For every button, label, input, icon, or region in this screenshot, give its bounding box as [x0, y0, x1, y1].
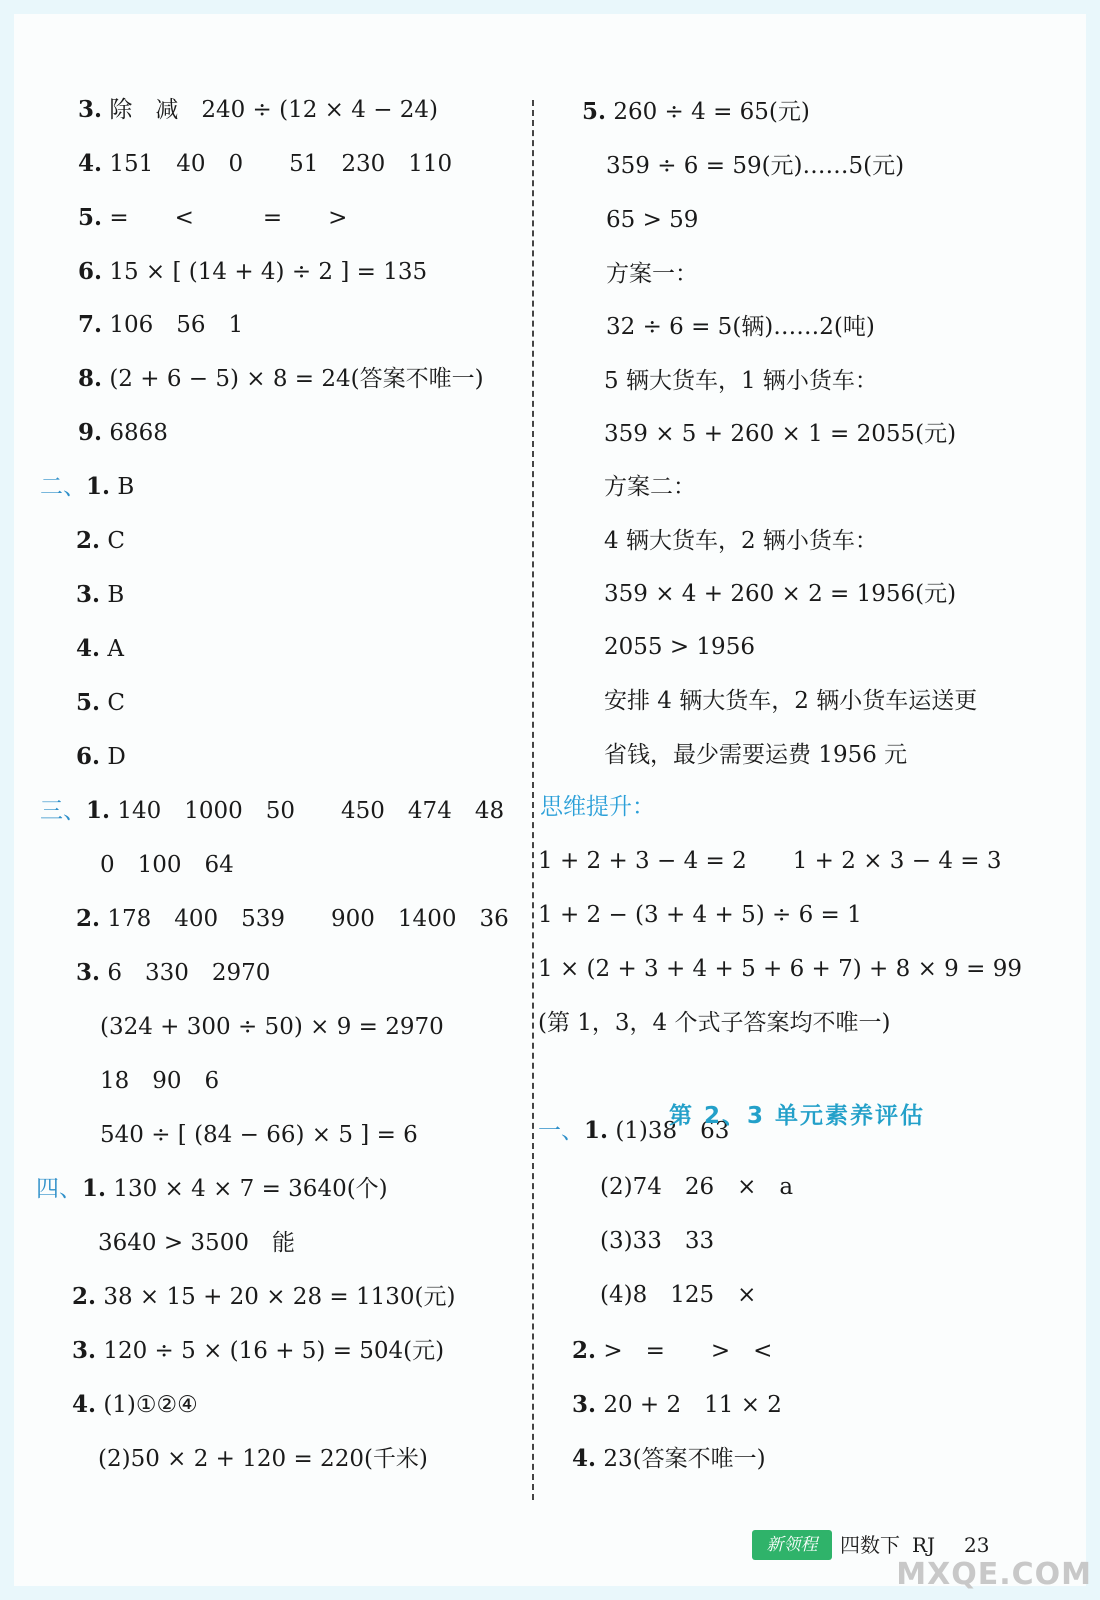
- item-number: 1.: [86, 473, 111, 500]
- answer-text: 省钱，最少需要运费 1956 元: [604, 742, 908, 768]
- answer-text: 3640 > 3500 能: [98, 1230, 295, 1256]
- answer-text: 65 > 59: [606, 207, 699, 233]
- answer-text: 20 + 2 11 × 2: [603, 1392, 782, 1418]
- answer-line: [72, 1390, 198, 1420]
- answer-text: 120 ÷ 5 × (16 + 5) = 504(元): [103, 1338, 445, 1364]
- answer-text: 359 × 5 + 260 × 1 = 2055(元): [604, 421, 957, 447]
- answer-text: 359 ÷ 6 = 59(元)……5(元): [606, 153, 905, 179]
- answer-line: [100, 1012, 444, 1042]
- answer-line: [98, 1444, 428, 1474]
- answer-text: 2055 > 1956: [604, 634, 755, 660]
- item-number: 1.: [584, 1117, 609, 1144]
- answer-text: (第 1，3，4 个式子答案均不唯一): [538, 1010, 891, 1036]
- answer-line: [582, 97, 810, 127]
- answer-text: C: [107, 528, 125, 554]
- answer-text: 方案一：: [606, 261, 698, 287]
- answer-text: 178 400 539 900 1400 36: [107, 906, 509, 932]
- answer-text: (1)38 63: [615, 1118, 730, 1144]
- answer-line: [76, 580, 124, 610]
- answer-text: 5 辆大货车，1 辆小货车：: [604, 368, 878, 394]
- column-divider: [532, 100, 534, 1500]
- answer-line: [76, 526, 125, 556]
- answer-line: [78, 203, 347, 233]
- heading-text: 思维提升：: [540, 794, 655, 820]
- answer-line: [40, 796, 504, 826]
- answer-line: [572, 1390, 782, 1420]
- item-number: 4.: [78, 150, 103, 177]
- watermark: MXQE.COM: [896, 1557, 1092, 1592]
- answer-line: [604, 366, 878, 396]
- item-number: 9.: [78, 419, 103, 446]
- item-number: 4.: [72, 1391, 97, 1418]
- answer-text: (2 + 6 − 5) × 8 = 24(答案不唯一): [109, 366, 484, 392]
- page-number: 23: [964, 1533, 990, 1557]
- grade-label: 四数下: [840, 1533, 900, 1557]
- item-number: 4.: [572, 1445, 597, 1472]
- item-number: 3.: [76, 581, 101, 608]
- answer-line: [100, 850, 234, 880]
- answer-text: > = > <: [603, 1338, 773, 1364]
- answer-text: (3)33 33: [600, 1228, 715, 1254]
- answer-text: 140 1000 50 450 474 48: [117, 798, 505, 824]
- answer-text: 15 × [ (14 + 4) ÷ 2 ] = 135: [109, 259, 428, 285]
- answer-line: [78, 257, 427, 287]
- answer-text: 260 ÷ 4 = 65(元): [613, 99, 810, 125]
- answer-line: [604, 419, 956, 449]
- answer-line: [600, 1172, 793, 1202]
- answer-line: [78, 364, 484, 394]
- answer-line: [538, 846, 1001, 876]
- answer-text: D: [107, 744, 126, 770]
- item-number: 2.: [572, 1337, 597, 1364]
- item-number: 6.: [76, 743, 101, 770]
- item-number: 2.: [72, 1283, 97, 1310]
- answer-line: [606, 259, 698, 289]
- answer-line: [72, 1336, 444, 1366]
- item-number: 3.: [72, 1337, 97, 1364]
- answer-line: [604, 472, 696, 502]
- section-marker: 一、: [538, 1118, 584, 1144]
- answer-text: 1 × (2 + 3 + 4 + 5 + 6 + 7) + 8 × 9 = 99: [538, 956, 1022, 982]
- answer-line: [76, 904, 509, 934]
- answer-line: [572, 1444, 766, 1474]
- answer-text: 359 × 4 + 260 × 2 = 1956(元): [604, 581, 957, 607]
- item-number: 4.: [76, 635, 101, 662]
- answer-text: (4)8 125 ×: [600, 1282, 757, 1308]
- answer-line: [538, 1008, 890, 1038]
- answer-line: [100, 1066, 219, 1096]
- answer-text: A: [107, 636, 124, 662]
- answer-line: [604, 740, 907, 770]
- item-number: 5.: [582, 98, 607, 125]
- answer-text: = < = >: [109, 205, 348, 231]
- item-number: 3.: [76, 959, 101, 986]
- item-number: 3.: [572, 1391, 597, 1418]
- answer-line: [78, 95, 438, 125]
- answer-text: 1 + 2 − (3 + 4 + 5) ÷ 6 = 1: [538, 902, 862, 928]
- answer-text: 6868: [109, 420, 168, 446]
- thinking-heading: [540, 792, 655, 822]
- answer-line: [76, 958, 270, 988]
- answer-line: [76, 634, 124, 664]
- answer-line: [78, 418, 168, 448]
- answer-text: (2)50 × 2 + 120 = 220(千米): [98, 1446, 428, 1472]
- item-number: 2.: [76, 527, 101, 554]
- answer-line: [76, 742, 126, 772]
- answer-line: [100, 1120, 418, 1150]
- answer-line: [36, 1174, 388, 1204]
- answer-text: 6 330 2970: [107, 960, 271, 986]
- brand-logo: 新领程: [752, 1530, 832, 1560]
- answer-text: 安排 4 辆大货车，2 辆小货车运送更: [604, 688, 978, 714]
- answer-text: 0 100 64: [100, 852, 234, 878]
- answer-text: 除 减 240 ÷ (12 × 4 − 24): [109, 97, 439, 123]
- answer-line: [606, 205, 698, 235]
- answer-text: 1 + 2 + 3 − 4 = 2 1 + 2 × 3 − 4 = 3: [538, 848, 1002, 874]
- answer-line: [606, 151, 904, 181]
- answer-text: 106 56 1: [109, 312, 244, 338]
- answer-line: [76, 688, 125, 718]
- answer-text: B: [117, 474, 135, 500]
- answer-text: 38 × 15 + 20 × 28 = 1130(元): [103, 1284, 456, 1310]
- answer-page: [14, 14, 1086, 1586]
- answer-text: 4 辆大货车，2 辆小货车：: [604, 528, 878, 554]
- answer-text: 23(答案不唯一): [603, 1446, 766, 1472]
- answer-line: [538, 900, 862, 930]
- answer-text: (324 + 300 ÷ 50) × 9 = 2970: [100, 1014, 444, 1040]
- item-number: 5.: [76, 689, 101, 716]
- answer-text: 32 ÷ 6 = 5(辆)……2(吨): [606, 314, 875, 340]
- answer-line: [604, 686, 977, 716]
- answer-text: 540 ÷ [ (84 − 66) × 5 ] = 6: [100, 1122, 418, 1148]
- item-number: 5.: [78, 204, 103, 231]
- item-number: 8.: [78, 365, 103, 392]
- item-number: 1.: [82, 1175, 107, 1202]
- answer-line: [98, 1228, 295, 1258]
- section-marker: 三、: [40, 798, 86, 824]
- answer-line: [604, 526, 878, 556]
- item-number: 6.: [78, 258, 103, 285]
- answer-text: (2)74 26 × a: [600, 1174, 794, 1200]
- answer-text: 151 40 0 51 230 110: [109, 151, 453, 177]
- answer-line: [600, 1280, 756, 1310]
- item-number: 3.: [78, 96, 103, 123]
- item-number: 1.: [86, 797, 111, 824]
- item-number: 2.: [76, 905, 101, 932]
- answer-line: [40, 472, 134, 502]
- answer-line: [604, 632, 755, 662]
- answer-line: [538, 954, 1022, 984]
- answer-line: [604, 579, 956, 609]
- answer-text: 130 × 4 × 7 = 3640(个): [113, 1176, 388, 1202]
- answer-line: [72, 1282, 455, 1312]
- answer-line: [572, 1336, 772, 1366]
- answer-line: [78, 310, 243, 340]
- answer-text: 方案二：: [604, 474, 696, 500]
- edition-label: RJ: [912, 1533, 936, 1557]
- answer-text: 18 90 6: [100, 1068, 220, 1094]
- answer-text: B: [107, 582, 125, 608]
- answer-text: C: [107, 690, 125, 716]
- section-marker: 四、: [36, 1176, 82, 1202]
- answer-line: [606, 312, 875, 342]
- answer-text: (1)①②④: [103, 1392, 198, 1418]
- answer-line: [600, 1226, 714, 1256]
- section-marker: 二、: [40, 474, 86, 500]
- item-number: 7.: [78, 311, 103, 338]
- unit-assessment-title: 第 2、3 单元素养评估: [669, 1103, 926, 1129]
- answer-line: [78, 149, 452, 179]
